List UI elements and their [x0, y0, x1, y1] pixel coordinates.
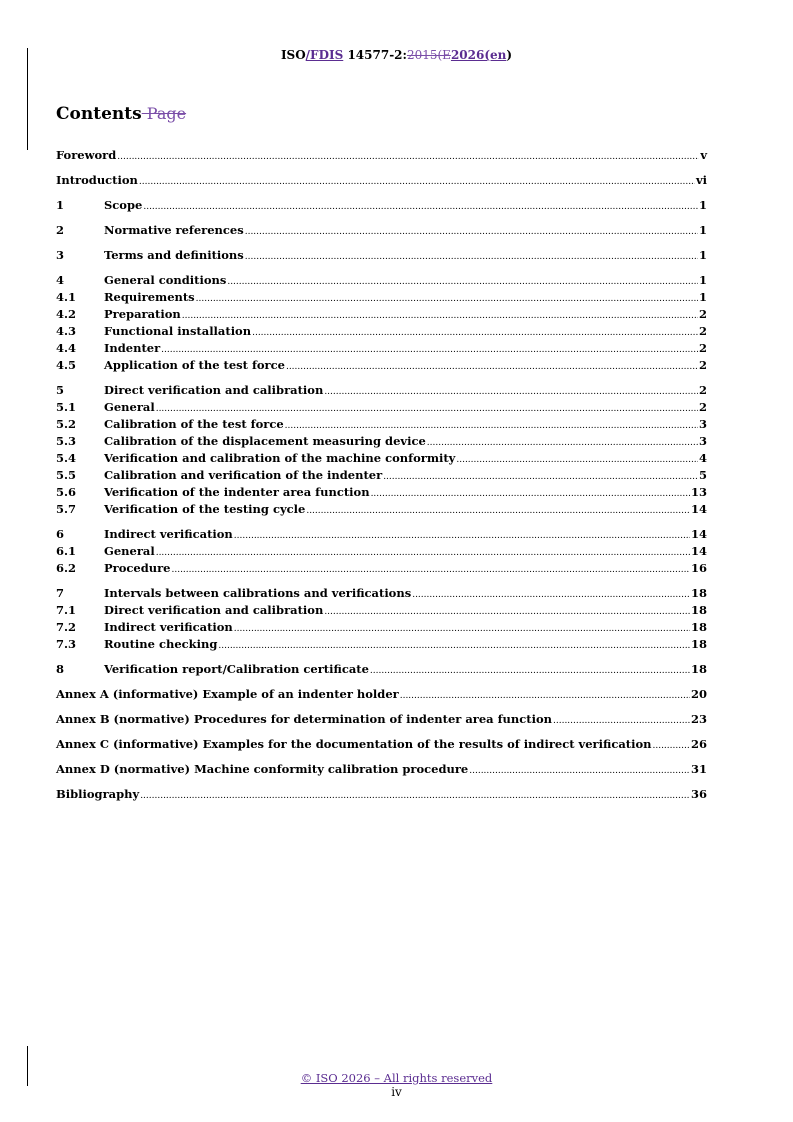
toc-entry-page: v: [700, 148, 707, 162]
page-footer: [0, 1071, 793, 1099]
toc-entry[interactable]: [56, 323, 707, 340]
toc-entry-title: Indirect verification: [104, 620, 233, 634]
toc-entry-page: 18: [690, 586, 707, 600]
copyright-notice: © ISO 2026 – All rights reserved: [300, 1071, 493, 1085]
page-label-deleted: Page: [141, 104, 187, 123]
toc-entry-number: 6: [56, 527, 65, 541]
toc-entry[interactable]: [56, 450, 707, 467]
toc-entry-title: Calibration of the displacement measuring device: [104, 434, 426, 448]
page-header: [0, 48, 793, 62]
toc-entry-number: 5: [56, 383, 65, 397]
toc-entry-page: 3: [698, 417, 707, 431]
toc-entry-title: Annex D (normative) Machine conformity calibration procedure: [56, 762, 469, 776]
toc-entry-page: 3: [698, 434, 707, 448]
toc-entry-number: 7.2: [56, 620, 77, 634]
toc-entry[interactable]: [56, 147, 707, 164]
toc-entry-number: 4.2: [56, 307, 77, 321]
toc-entry[interactable]: [56, 636, 707, 653]
toc-entry-number: 7: [56, 586, 65, 600]
toc-entry[interactable]: [56, 711, 707, 728]
toc-entry-number: 5.2: [56, 417, 77, 431]
toc-entry[interactable]: [56, 602, 707, 619]
toc-entry-page: 14: [690, 527, 707, 541]
toc-entry[interactable]: [56, 340, 707, 357]
toc-leader-dots: [400, 686, 690, 705]
toc-entry-page: 14: [690, 502, 707, 516]
toc-entry-title: Scope: [104, 198, 143, 212]
toc-entry-title: Bibliography: [56, 787, 140, 801]
toc-entry-page: 23: [690, 712, 707, 726]
toc-leader-dots: [245, 222, 698, 241]
toc-entry-title: Annex A (informative) Example of an indenter holder: [56, 687, 399, 701]
toc-entry-number: 8: [56, 662, 65, 676]
toc-entry[interactable]: [56, 382, 707, 399]
toc-entry-title: Introduction: [56, 173, 138, 187]
toc-leader-dots: [218, 636, 690, 655]
toc-entry-page: 18: [690, 620, 707, 634]
header-inserted-fdis: /FDIS: [305, 48, 344, 62]
toc-entry-title: Direct verification and calibration: [104, 603, 324, 617]
toc-entry-page: 1: [698, 198, 707, 212]
toc-leader-dots: [306, 501, 690, 520]
toc-entry-number: 4.1: [56, 290, 77, 304]
toc-entry[interactable]: [56, 526, 707, 543]
toc-entry-title: Calibration and verification of the indenter: [104, 468, 383, 482]
toc-entry-title: Annex B (normative) Procedures for determination of indenter area function: [56, 712, 552, 726]
toc-entry-title: Indenter: [104, 341, 161, 355]
toc-entry-number: 5.1: [56, 400, 77, 414]
toc-entry-title: Requirements: [104, 290, 195, 304]
toc-entry[interactable]: [56, 761, 707, 778]
toc-entry-number: 5.6: [56, 485, 77, 499]
toc-entry-number: 4.3: [56, 324, 77, 338]
header-inserted-year: 2026(en: [450, 48, 507, 62]
toc-entry-page: 1: [698, 273, 707, 287]
toc-entry[interactable]: [56, 416, 707, 433]
toc-entry[interactable]: [56, 501, 707, 518]
toc-entry-title: Direct verification and calibration: [104, 383, 324, 397]
toc-leader-dots: [117, 147, 699, 166]
toc-leader-dots: [245, 247, 698, 266]
page-number: iv: [391, 1085, 402, 1099]
toc-entry-title: Calibration of the test force: [104, 417, 284, 431]
toc-entry-title: Preparation: [104, 307, 181, 321]
toc-entry-page: 18: [690, 637, 707, 651]
toc-entry-title: Verification of the testing cycle: [104, 502, 306, 516]
toc-leader-dots: [171, 560, 690, 579]
toc-entry-title: Functional installation: [104, 324, 252, 338]
toc-entry[interactable]: [56, 197, 707, 214]
toc-entry-number: 5.5: [56, 468, 77, 482]
toc-entry-page: 31: [690, 762, 707, 776]
toc-leader-dots: [553, 711, 690, 730]
toc-leader-dots: [286, 357, 698, 376]
toc-entry[interactable]: [56, 585, 707, 602]
toc-entry-title: Normative references: [104, 223, 244, 237]
toc-entry[interactable]: [56, 289, 707, 306]
toc-entry-page: 2: [698, 358, 707, 372]
toc-leader-dots: [139, 172, 695, 191]
toc-entry-number: 3: [56, 248, 65, 262]
toc-entry-number: 4: [56, 273, 65, 287]
toc-entry-number: 1: [56, 198, 65, 212]
toc-entry[interactable]: [56, 357, 707, 374]
toc-entry-page: 14: [690, 544, 707, 558]
toc-leader-dots: [143, 197, 698, 216]
toc-entry[interactable]: [56, 399, 707, 416]
header-deleted-year: 2015(E: [406, 48, 451, 62]
toc-entry[interactable]: [56, 467, 707, 484]
toc-entry-title: General: [104, 400, 155, 414]
toc-entry-page: 36: [690, 787, 707, 801]
toc-leader-dots: [469, 761, 690, 780]
toc-entry-title: Routine checking: [104, 637, 218, 651]
toc-entry[interactable]: [56, 619, 707, 636]
header-close: ): [506, 48, 513, 62]
toc-entry[interactable]: [56, 272, 707, 289]
toc-leader-dots: [652, 736, 690, 755]
toc-entry-page: 2: [698, 383, 707, 397]
toc-entry-title: General: [104, 544, 155, 558]
contents-title: [56, 104, 186, 124]
toc-entry-number: 5.7: [56, 502, 77, 516]
toc-entry-number: 6.1: [56, 544, 77, 558]
toc-entry-number: 2: [56, 223, 65, 237]
toc-entry[interactable]: [56, 686, 707, 703]
toc-entry-page: 1: [698, 248, 707, 262]
toc-entry-number: 4.4: [56, 341, 77, 355]
toc-entry-page: 5: [698, 468, 707, 482]
toc-entry[interactable]: [56, 484, 707, 501]
toc-entry-title: Intervals between calibrations and verifications: [104, 586, 412, 600]
toc-entry-page: 18: [690, 662, 707, 676]
toc-entry-number: 5.4: [56, 451, 77, 465]
toc-leader-dots: [140, 786, 690, 805]
toc-entry[interactable]: [56, 222, 707, 239]
toc-leader-dots: [370, 661, 690, 680]
toc-entry[interactable]: [56, 543, 707, 560]
toc-entry-page: 18: [690, 603, 707, 617]
toc-entry-title: Annex C (informative) Examples for the documentation of the results of indirect verification: [56, 737, 652, 751]
toc-entry-title: Application of the test force: [104, 358, 285, 372]
toc-entry-page: vi: [695, 173, 707, 187]
toc-entry-page: 2: [698, 341, 707, 355]
toc-entry[interactable]: [56, 786, 707, 803]
toc-entry[interactable]: [56, 560, 707, 577]
toc-entry-title: Procedure: [104, 561, 171, 575]
contents-heading: Contents: [56, 104, 142, 124]
change-bar: [27, 48, 28, 150]
toc-entry[interactable]: [56, 172, 707, 189]
toc-entry-title: Foreword: [56, 148, 117, 162]
toc-entry-title: Terms and definitions: [104, 248, 244, 262]
toc-entry[interactable]: [56, 433, 707, 450]
toc-entry-title: Verification of the indenter area function: [104, 485, 370, 499]
toc-entry-number: 6.2: [56, 561, 77, 575]
table-of-contents: [56, 147, 707, 803]
toc-entry[interactable]: [56, 247, 707, 264]
toc-entry-page: 13: [690, 485, 707, 499]
toc-entry-title: Verification and calibration of the machine conformity: [104, 451, 456, 465]
toc-entry[interactable]: [56, 661, 707, 678]
header-iso: ISO: [280, 48, 306, 62]
toc-entry-page: 26: [690, 737, 707, 751]
toc-entry-page: 2: [698, 400, 707, 414]
toc-entry[interactable]: [56, 306, 707, 323]
toc-entry-page: 20: [690, 687, 707, 701]
toc-entry-title: Verification report/Calibration certificate: [104, 662, 369, 676]
header-number: 14577-2:: [343, 48, 407, 62]
toc-entry-title: Indirect verification: [104, 527, 233, 541]
toc-entry-number: 7.3: [56, 637, 77, 651]
toc-entry-number: 4.5: [56, 358, 77, 372]
toc-entry-page: 4: [698, 451, 707, 465]
toc-entry[interactable]: [56, 736, 707, 753]
toc-entry-page: 1: [698, 290, 707, 304]
toc-entry-number: 7.1: [56, 603, 77, 617]
toc-entry-page: 2: [698, 324, 707, 338]
toc-entry-page: 16: [690, 561, 707, 575]
toc-entry-page: 2: [698, 307, 707, 321]
toc-entry-title: General conditions: [104, 273, 227, 287]
toc-entry-number: 5.3: [56, 434, 77, 448]
toc-entry-page: 1: [698, 223, 707, 237]
